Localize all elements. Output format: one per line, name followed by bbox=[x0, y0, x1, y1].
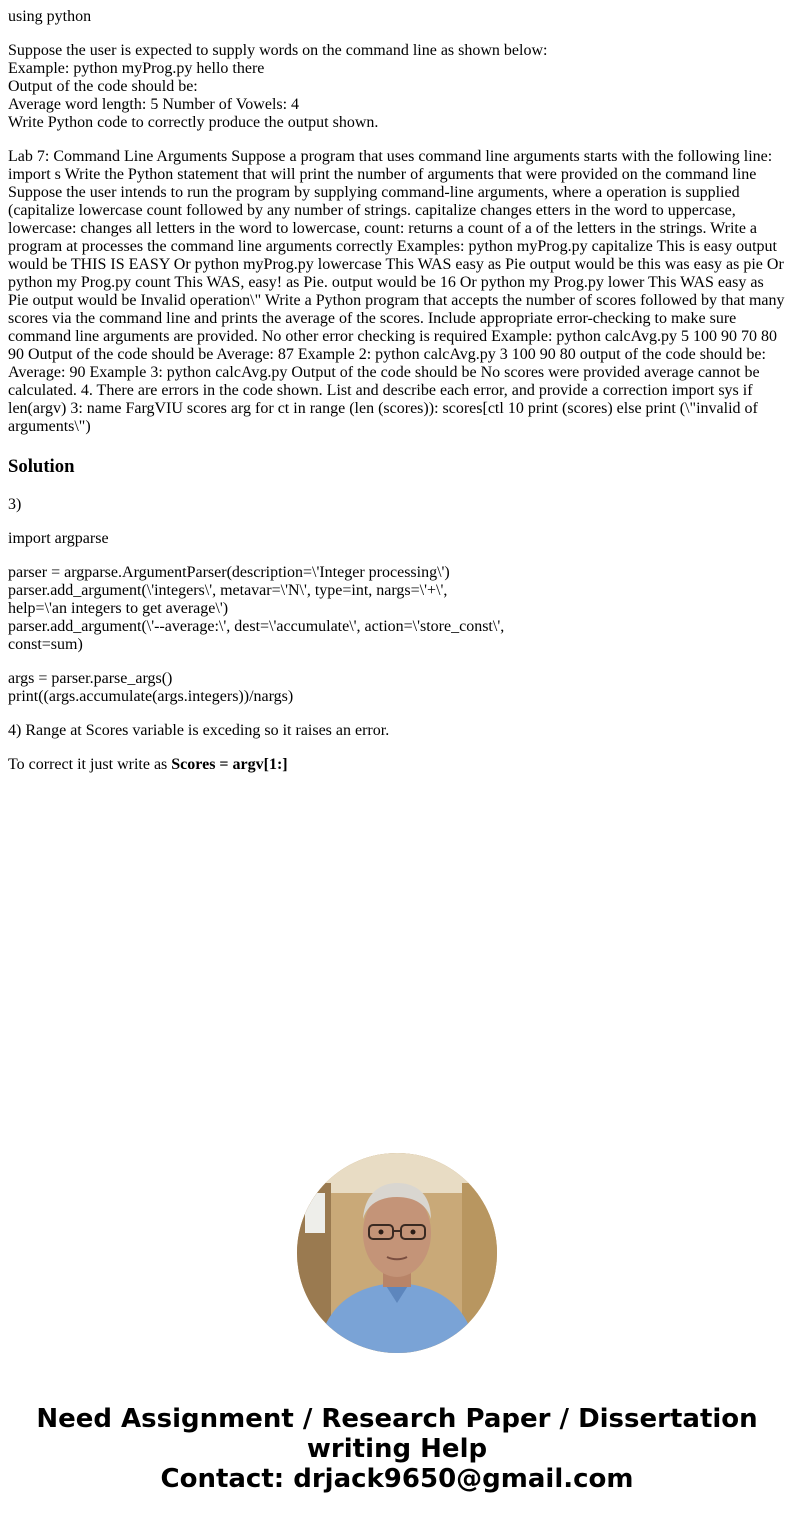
args-code-block bbox=[8, 670, 786, 706]
correction-text bbox=[8, 756, 786, 774]
correction-code: Scores = argv[1:] bbox=[171, 756, 288, 773]
example-paragraph bbox=[8, 42, 786, 132]
lab-question-text: Lab 7: Command Line Arguments Suppose a program that uses command line arguments starts with the following line: import s Write the Python statement that will print the number of arguments that were provided on the command line Suppose the user intends to run the program by supplying command-line arguments, where a operation is supplied (capitalize lowercase count followed by any number of strings. capitalize changes etters in the word to uppercase, lowercase: changes all letters in the word to lowercase, count: returns a count of a of the letters in the strings. Write a program at processes the command line arguments correctly Examples: python myProg.py capitalize This is easy output would be THIS IS EASY Or python myProg.py lowercase This WAS easy as Pie output would be this was easy as pie Or python my Prog.py count This WAS, easy! as Pie. output would be 16 Or python my Prog.py lower This WAS easy as Pie output would be Invalid operation\" Write a Python program that accepts the number of scores followed by that many scores via the command line and prints the average of the scores. Include appropriate error-checking to make sure command line arguments are provided. No other error checking is required Example: python calcAvg.py 5 100 90 70 80 90 Output of the code should be Average: 87 Example 2: python calcAvg.py 3 100 90 80 output of the code should be: Average: 90 Example 3: python calcAvg.py Output of the code should be No scores were provided average cannot be calculated. 4. There are errors in the code shown. List and describe each error, and provide a correction import sys if len(argv) 3: name FargVIU scores arg for ct in range (len (scores)): scores[ctl 10 print (scores) else print (\"invalid of arguments\") bbox=[8, 148, 785, 435]
example-line: Example: python myProg.py hello there bbox=[8, 60, 265, 77]
code-line: parser.add_argument(\'--average:\', dest=\'accumulate\', action=\'store_const\', bbox=[8, 618, 505, 635]
import-line: import argparse bbox=[8, 530, 109, 547]
code-line: args = parser.parse_args() bbox=[8, 670, 173, 687]
point-4-text: 4) Range at Scores variable is exceding so it raises an error. bbox=[8, 722, 390, 739]
example-line: Suppose the user is expected to supply words on the command line as shown below: bbox=[8, 42, 548, 59]
promo-line: Need Assignment / Research Paper / Dissertation bbox=[36, 1404, 758, 1434]
code-line: parser = argparse.ArgumentParser(description=\'Integer processing\') bbox=[8, 564, 450, 581]
promo-line: writing Help bbox=[306, 1434, 488, 1464]
example-line: Write Python code to correctly produce the output shown. bbox=[8, 114, 379, 131]
author-photo-icon bbox=[297, 1153, 497, 1353]
code-line: help=\'an integers to get average\') bbox=[8, 600, 229, 617]
contact-line: Contact: drjack9650@gmail.com bbox=[160, 1464, 634, 1494]
code-line: print((args.accumulate(args.integers))/nargs) bbox=[8, 688, 294, 705]
intro-text: using python bbox=[8, 8, 92, 25]
solution-heading: Solution bbox=[8, 456, 75, 477]
author-avatar bbox=[297, 1153, 497, 1353]
example-line: Average word length: 5 Number of Vowels: 4 bbox=[8, 96, 300, 113]
solution-number: 3) bbox=[8, 496, 22, 513]
promo-footer bbox=[0, 1404, 794, 1494]
parser-code-block bbox=[8, 564, 786, 654]
example-line: Output of the code should be: bbox=[8, 78, 198, 95]
correction-prefix: To correct it just write as bbox=[8, 756, 172, 773]
code-line: parser.add_argument(\'integers\', metavar=\'N\', type=int, nargs=\'+\', bbox=[8, 582, 448, 599]
code-line: const=sum) bbox=[8, 636, 83, 653]
